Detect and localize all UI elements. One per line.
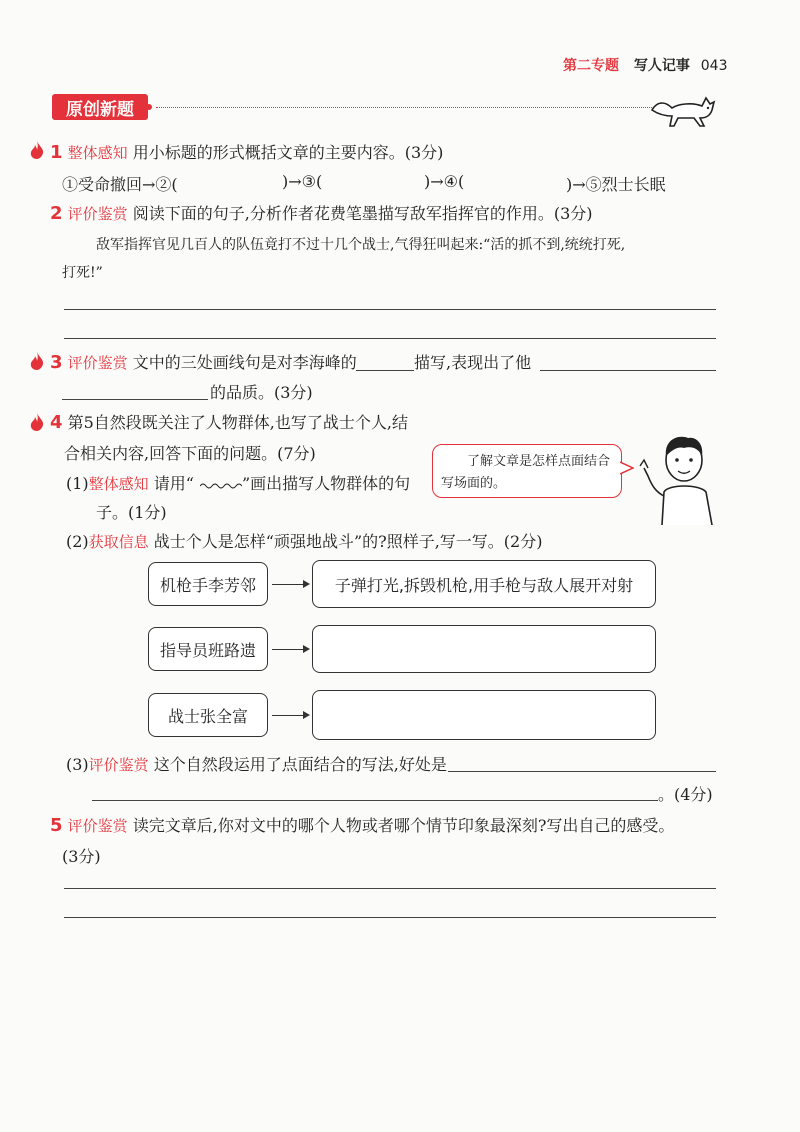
q4-p3-text: 这个自然段运用了点面结合的写法,好处是 <box>153 755 447 774</box>
q4-p3-end: 。(4分) <box>658 785 713 804</box>
row-3-name: 战士张全富 <box>148 693 268 737</box>
q3-blank-3[interactable] <box>62 399 208 400</box>
q4-p3-tag: 评价鉴赏 <box>88 756 149 774</box>
q2-quote-line-1: 敌军指挥官见几百人的队伍竟打不过十几个战士,气得狂叫起来:“活的抓不到,统统打死, <box>96 237 626 253</box>
flame-icon <box>30 352 44 370</box>
row-3-answer[interactable] <box>312 690 656 740</box>
q3-number: 3 <box>50 352 63 373</box>
q3-blank-1[interactable] <box>356 370 414 371</box>
wavy-underline-sample <box>200 482 242 490</box>
banner-dot <box>146 104 152 110</box>
q2-text: 阅读下面的句子,分析作者花费笔墨描写敌军指挥官的作用。(3分) <box>132 204 593 223</box>
flame-icon <box>30 413 44 431</box>
q3-text-a: 文中的三处画线句是对李海峰的 <box>132 353 357 372</box>
row-1-name: 机枪手李芳邻 <box>148 562 268 606</box>
q1-chain-end: )→⑤烈士长眠 <box>566 175 666 194</box>
row-2-answer[interactable] <box>312 625 656 673</box>
q4-line-2: 合相关内容,回答下面的问题。(7分) <box>64 444 316 463</box>
q5-score: (3分) <box>62 847 101 866</box>
q1-number: 1 <box>50 142 63 163</box>
q4-line-1: 第5自然段既关注了人物群体,也写了战士个人,结 <box>67 413 408 432</box>
question-4 <box>50 410 408 433</box>
question-5 <box>50 813 674 836</box>
q4-p3-blank-1[interactable] <box>448 771 716 772</box>
header <box>563 55 727 75</box>
cat-icon <box>648 88 720 130</box>
q2-quote-line-2: 打死!” <box>62 265 103 281</box>
q1-chain-3: )→④( <box>424 172 465 191</box>
q3-blank-2[interactable] <box>540 370 716 371</box>
q4-p2-text: 战士个人是怎样“顽强地战斗”的?照样子,写一写。(2分) <box>153 532 543 551</box>
boy-illustration <box>634 430 724 525</box>
q2-tag: 评价鉴赏 <box>67 205 128 223</box>
q3-text-c: 的品质。(3分) <box>210 383 313 402</box>
row-1-arrow <box>272 584 308 585</box>
tip-pointer <box>620 460 634 476</box>
q5-answer-line-1[interactable] <box>64 888 716 889</box>
q4-p1-text-a: 请用“ <box>153 474 194 493</box>
q2-answer-line-2[interactable] <box>64 338 716 339</box>
q4-p3-blank-2[interactable] <box>92 800 658 801</box>
q4-p1-text-b: ”画出描写人物群体的句 <box>242 474 411 493</box>
q1-chain-2: )→③( <box>282 172 323 191</box>
q4-p1-prefix: (1) <box>66 474 89 493</box>
banner-dotted-line <box>156 107 652 108</box>
row-3-arrow <box>272 715 308 716</box>
header-title: 写人记事 <box>633 58 690 74</box>
header-section: 第二专题 <box>563 58 619 74</box>
q3-tag: 评价鉴赏 <box>67 354 128 372</box>
page-number: 043 <box>700 58 728 74</box>
q2-answer-line-1[interactable] <box>64 309 716 310</box>
banner-label: 原创新题 <box>52 94 148 120</box>
row-1-answer[interactable]: 子弹打光,拆毁机枪,用手枪与敌人展开对射 <box>312 560 656 608</box>
q5-tag: 评价鉴赏 <box>67 817 128 835</box>
q4-p1-text-c: 子。(1分) <box>96 503 167 522</box>
tip-bubble <box>432 444 622 498</box>
q4-p3-prefix: (3) <box>66 755 89 774</box>
q4-p2-prefix: (2) <box>66 532 89 551</box>
question-2 <box>50 201 593 224</box>
q5-answer-line-2[interactable] <box>64 917 716 918</box>
q5-number: 5 <box>50 815 63 836</box>
tip-text: 了解文章是怎样点面结合写场面的。 <box>441 454 611 491</box>
q1-text: 用小标题的形式概括文章的主要内容。(3分) <box>132 143 444 162</box>
question-3 <box>50 350 357 373</box>
flame-icon <box>30 141 44 159</box>
row-2-arrow <box>272 649 308 650</box>
q5-text: 读完文章后,你对文中的哪个人物或者哪个情节印象最深刻?写出自己的感受。 <box>132 816 675 835</box>
q4-part-3 <box>66 752 447 775</box>
q1-tag: 整体感知 <box>67 144 128 162</box>
q4-p2-tag: 获取信息 <box>88 533 149 551</box>
question-1 <box>50 140 443 163</box>
q4-number: 4 <box>50 412 63 433</box>
q4-part-2 <box>66 529 542 552</box>
q4-p1-tag: 整体感知 <box>88 475 149 493</box>
q3-text-b: 描写,表现出了他 <box>414 353 532 372</box>
q1-chain-start: ①受命撤回→②( <box>62 175 178 194</box>
q2-number: 2 <box>50 203 63 224</box>
q4-part-1 <box>66 471 194 494</box>
row-2-name: 指导员班路遗 <box>148 627 268 671</box>
